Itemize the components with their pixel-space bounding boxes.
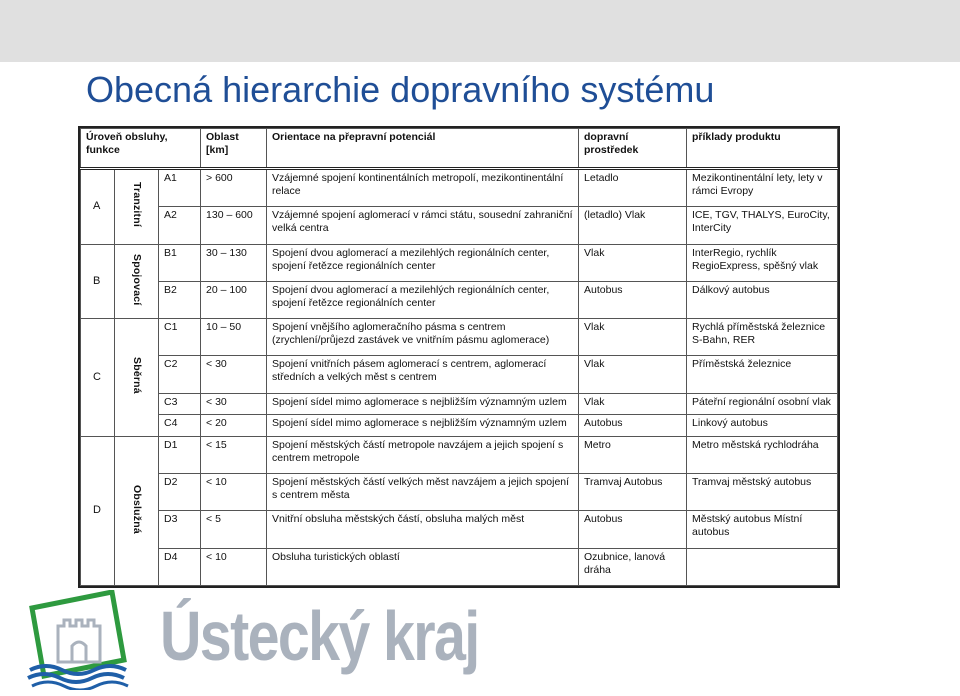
orientation-cell: Obsluha turistických oblastí — [267, 548, 579, 585]
hierarchy-table — [78, 126, 840, 588]
header-area: Oblast [km] — [201, 129, 267, 169]
function-cell-a — [115, 169, 159, 245]
function-label: Obslužná — [131, 484, 143, 534]
level-cell-d: D — [81, 436, 115, 585]
examples-cell: Linkový autobus — [687, 415, 838, 437]
means-cell: Ozubnice, lanová dráha — [579, 548, 687, 585]
means-cell: Tramvaj Autobus — [579, 474, 687, 511]
examples-cell — [687, 548, 838, 585]
slide-title: Obecná hierarchie dopravního systému — [86, 69, 715, 110]
area-cell: 30 – 130 — [201, 244, 267, 281]
area-cell: < 10 — [201, 474, 267, 511]
orientation-cell: Spojení sídel mimo aglomerace s nejbližším významným uzlem — [267, 415, 579, 437]
examples-cell: Tramvaj městský autobus — [687, 474, 838, 511]
orientation-cell: Vzájemné spojení aglomerací v rámci státu, sousední zahraniční velká centra — [267, 207, 579, 244]
table-header-row — [81, 129, 838, 169]
code-cell: D2 — [159, 474, 201, 511]
orientation-cell: Spojení dvou aglomerací a mezilehlých regionálních center, spojení řetězce regionálních center — [267, 281, 579, 318]
code-cell: A1 — [159, 169, 201, 207]
means-cell: Vlak — [579, 244, 687, 281]
brand-wordmark: Ústecký kraj — [160, 597, 479, 675]
examples-cell: ICE, TGV, THALYS, EuroCity, InterCity — [687, 207, 838, 244]
function-cell-c — [115, 319, 159, 437]
means-cell: Autobus — [579, 415, 687, 437]
orientation-cell: Spojení vnitřních pásem aglomerací s centrem, aglomerací středních a velkých měst s centrem — [267, 356, 579, 393]
code-cell: C3 — [159, 393, 201, 415]
code-cell: D3 — [159, 511, 201, 548]
table-row — [81, 169, 838, 207]
header-level: Úroveň obsluhy, funkce — [81, 129, 201, 169]
examples-cell: Mezikontinentální lety, lety v rámci Evropy — [687, 169, 838, 207]
code-cell: B2 — [159, 281, 201, 318]
area-cell: > 600 — [201, 169, 267, 207]
area-cell: 10 – 50 — [201, 319, 267, 356]
table-row — [81, 415, 838, 437]
table-row — [81, 356, 838, 393]
code-cell: D4 — [159, 548, 201, 585]
function-label: Spojovací — [131, 253, 143, 306]
area-cell: < 5 — [201, 511, 267, 548]
area-cell: < 10 — [201, 548, 267, 585]
code-cell: A2 — [159, 207, 201, 244]
castle-logo-icon — [26, 590, 138, 690]
code-cell: C4 — [159, 415, 201, 437]
function-label: Tranzitní — [131, 182, 143, 228]
code-cell: C2 — [159, 356, 201, 393]
table-row — [81, 207, 838, 244]
area-cell: < 15 — [201, 436, 267, 473]
orientation-cell: Spojení vnějšího aglomeračního pásma s centrem (zrychlení/průjezd zastávek ve vnitřním pásmu aglomerace) — [267, 319, 579, 356]
table-row — [81, 281, 838, 318]
function-label: Sběrná — [131, 357, 143, 394]
orientation-cell: Spojení sídel mimo aglomerace s nejbližším významným uzlem — [267, 393, 579, 415]
code-cell: B1 — [159, 244, 201, 281]
means-cell: Vlak — [579, 393, 687, 415]
area-cell: 20 – 100 — [201, 281, 267, 318]
top-bar — [0, 0, 960, 62]
area-cell: < 20 — [201, 415, 267, 437]
function-cell-b — [115, 244, 159, 319]
examples-cell: Rychlá příměstská železnice S-Bahn, RER — [687, 319, 838, 356]
means-cell: Autobus — [579, 511, 687, 548]
orientation-cell: Vnitřní obsluha městských částí, obsluha malých měst — [267, 511, 579, 548]
header-means: dopravní prostředek — [579, 129, 687, 169]
examples-cell: Dálkový autobus — [687, 281, 838, 318]
table-row — [81, 393, 838, 415]
header-orientation: Orientace na přepravní potenciál — [267, 129, 579, 169]
orientation-cell: Vzájemné spojení kontinentálních metropolí, mezikontinentální relace — [267, 169, 579, 207]
area-cell: < 30 — [201, 356, 267, 393]
level-cell-b: B — [81, 244, 115, 319]
table-row — [81, 244, 838, 281]
function-cell-d — [115, 436, 159, 585]
examples-cell: Příměstská železnice — [687, 356, 838, 393]
means-cell: Metro — [579, 436, 687, 473]
examples-cell: InterRegio, rychlík RegioExpress, spěšný vlak — [687, 244, 838, 281]
means-cell: Vlak — [579, 356, 687, 393]
means-cell: (letadlo) Vlak — [579, 207, 687, 244]
header-examples: příklady produktu — [687, 129, 838, 169]
table-row — [81, 511, 838, 548]
means-cell: Vlak — [579, 319, 687, 356]
means-cell: Autobus — [579, 281, 687, 318]
table-row — [81, 436, 838, 473]
table-row — [81, 474, 838, 511]
orientation-cell: Spojení městských částí metropole navzájem a jejich spojení s centrem metropole — [267, 436, 579, 473]
code-cell: D1 — [159, 436, 201, 473]
means-cell: Letadlo — [579, 169, 687, 207]
orientation-cell: Spojení dvou aglomerací a mezilehlých regionálních center, spojení řetězce regionálních center — [267, 244, 579, 281]
table-row — [81, 319, 838, 356]
examples-cell: Metro městská rychlodráha — [687, 436, 838, 473]
area-cell: 130 – 600 — [201, 207, 267, 244]
level-cell-c: C — [81, 319, 115, 437]
level-cell-a: A — [81, 169, 115, 245]
table-row — [81, 548, 838, 585]
examples-cell: Páteřní regionální osobní vlak — [687, 393, 838, 415]
orientation-cell: Spojení městských částí velkých měst navzájem a jejich spojení s centrem města — [267, 474, 579, 511]
area-cell: < 30 — [201, 393, 267, 415]
code-cell: C1 — [159, 319, 201, 356]
examples-cell: Městský autobus Místní autobus — [687, 511, 838, 548]
